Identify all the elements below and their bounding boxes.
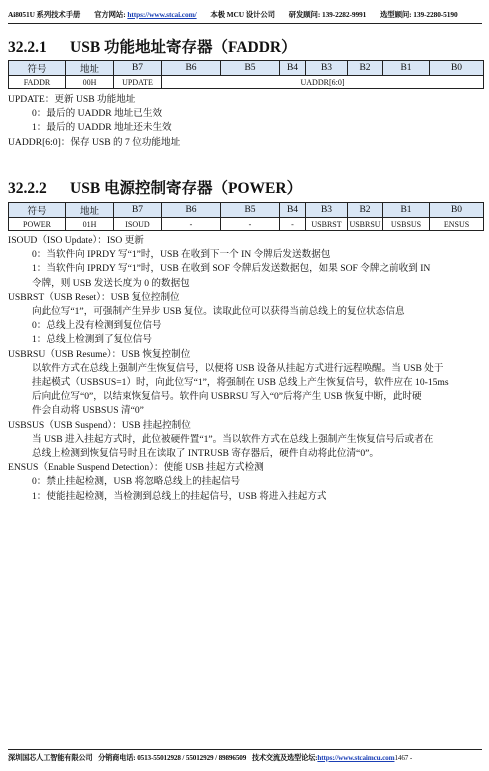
text-line: USBSUS（USB Suspend）：USB 挂起控制位 [8, 419, 191, 431]
header-cell: 符号 [9, 203, 66, 218]
text-line: 0：禁止挂起检测，USB 将忽略总线上的挂起信号 [32, 476, 241, 488]
page-footer [8, 749, 482, 763]
power-register-table [8, 202, 484, 231]
table-cell: USBSUS [383, 218, 430, 231]
header-cell: B6 [162, 61, 221, 76]
table-cell: - [280, 218, 306, 231]
table-cell: USBRST [306, 218, 348, 231]
header-cell: B3 [306, 203, 348, 218]
table-cell: - [221, 218, 280, 231]
sel-phone: 139-2280-5190 [413, 10, 458, 19]
site-link[interactable]: https://www.stcai.com/ [127, 10, 197, 19]
header-cell: B0 [430, 61, 484, 76]
table-cell: 00H [66, 76, 114, 89]
table-header-row [9, 203, 484, 218]
text-line: 0：最后的 UADDR 地址已生效 [32, 108, 163, 120]
rd-label: 研发顾问: [288, 10, 321, 19]
section-heading-power [8, 176, 302, 198]
table-cell: UPDATE [114, 76, 162, 89]
faddr-register-table [8, 60, 484, 89]
table-row [9, 218, 484, 231]
text-line: 总线上检测到恢复信号时且在读取了 INTRUSB 寄存器后，硬件自动将此位清“0”。 [32, 448, 379, 460]
table-cell: UADDR[6:0] [162, 76, 484, 89]
header-cell: B7 [114, 61, 162, 76]
header-cell: B4 [280, 61, 306, 76]
text-line: USBRSU（USB Resume）：USB 恢复控制位 [8, 348, 191, 360]
section-title: USB 电源控制寄存器（POWER） [70, 180, 303, 197]
text-line: 向此位写“1”，可强制产生异步 USB 复位。读取此位可以获得当前总线上的复位状态信息 [32, 306, 405, 318]
text-line: 当 USB 进入挂起方式时，此位被硬件置“1”。当以软件方式在总线上强制产生恢复信号后或者在 [32, 433, 434, 445]
text-line: 0：总线上没有检测到复位信号 [32, 320, 162, 332]
page-header [8, 9, 482, 24]
text-line: 1：使能挂起检测，当检测到总线上的挂起信号，USB 将进入挂起方式 [32, 490, 327, 502]
text-line: 0：当软件向 IPRDY 写“1”时，USB 在收到下一个 IN 令牌后发送数据包 [32, 249, 331, 261]
company-name: 深圳国芯人工智能有限公司 [8, 754, 93, 762]
text-line: ISOUD（ISO Update）：ISO 更新 [8, 235, 144, 246]
text-line: 件会自动将 USBSUS 清“0” [32, 405, 144, 417]
header-cell: B1 [383, 61, 430, 76]
header-cell: 地址 [66, 203, 114, 218]
site-label: 官方网站: [94, 10, 126, 19]
rd-phone: 139-2282-9991 [321, 10, 367, 19]
design-text: 本极 MCU 设计公司 [210, 10, 275, 19]
header-cell: B0 [430, 203, 484, 218]
header-cell: 符号 [9, 61, 66, 76]
phone-numbers: 0513-55012928 / 55012929 / 89896509 [137, 754, 247, 762]
text-line: 后向此位写“0”，以结束恢复信号。软件向 USBRSU 写入“0”后将产生 USB 恢复中断，此时硬 [32, 391, 422, 403]
text-line: USBRST（USB Reset）：USB 复位控制位 [8, 291, 180, 303]
section-heading-faddr [8, 35, 297, 57]
forum-label: 技术交流及选型论坛: [251, 754, 318, 762]
section-number: 32.2.2 [8, 180, 47, 197]
table-row [9, 76, 484, 89]
text-line: ENSUS（Enable Suspend Detection）：使能 USB 挂起方式检测 [8, 462, 264, 474]
table-header-row [9, 61, 484, 76]
text-line: UPDATE：更新 USB 功能地址 [8, 94, 136, 105]
text-line: 令牌，则 USB 发送长度为 0 的数据包 [32, 277, 190, 289]
text-line: UADDR[6:0]：保存 USB 的 7 位功能地址 [8, 136, 181, 148]
forum-link[interactable]: https://www.stcaimcu.com [317, 754, 395, 762]
table-cell: - [162, 218, 221, 231]
table-cell: ISOUD [114, 218, 162, 231]
header-cell: B2 [348, 203, 383, 218]
power-description [8, 234, 484, 504]
table-cell: ENSUS [430, 218, 484, 231]
text-line: 1：当软件向 IPRDY 写“1”时，USB 在收到 SOF 令牌后发送数据包，如果 SOF 令牌之前收到 IN [32, 263, 431, 275]
text-line: 挂起模式（USBSUS=1）时，向此位写“1”，将强制在 USB 总线上产生恢复信号，软件应在 10-15ms [32, 377, 449, 389]
sel-label: 选型顾问: [380, 10, 412, 19]
header-cell: B1 [383, 203, 430, 218]
faddr-description [8, 93, 484, 150]
header-cell: B4 [280, 203, 306, 218]
header-cell: B5 [221, 61, 280, 76]
header-cell: B2 [348, 61, 383, 76]
header-cell: B6 [162, 203, 221, 218]
table-cell: FADDR [9, 76, 66, 89]
header-cell: B7 [114, 203, 162, 218]
text-line: 以软件方式在总线上强制产生恢复信号，以便将 USB 设备从挂起方式进行远程唤醒。当 USB 处于 [32, 362, 444, 374]
text-line: 1：最后的 UADDR 地址还未生效 [32, 122, 172, 134]
text-line: 1：总线上检测到了复位信号 [32, 334, 152, 346]
table-cell: USBRSU [349, 219, 381, 229]
header-cell: B3 [306, 61, 348, 76]
section-title: USB 功能地址寄存器（FADDR） [70, 39, 297, 56]
table-cell: POWER [9, 218, 66, 231]
phone-label: 分销商电话: [98, 754, 136, 762]
section-number: 32.2.1 [8, 39, 47, 56]
page-number: 1467 - [394, 754, 413, 762]
table-cell: 01H [66, 218, 114, 231]
header-cell: 地址 [66, 61, 114, 76]
header-cell: B5 [221, 203, 280, 218]
manual-title: Ai8051U 系列技术手册 [8, 10, 81, 19]
